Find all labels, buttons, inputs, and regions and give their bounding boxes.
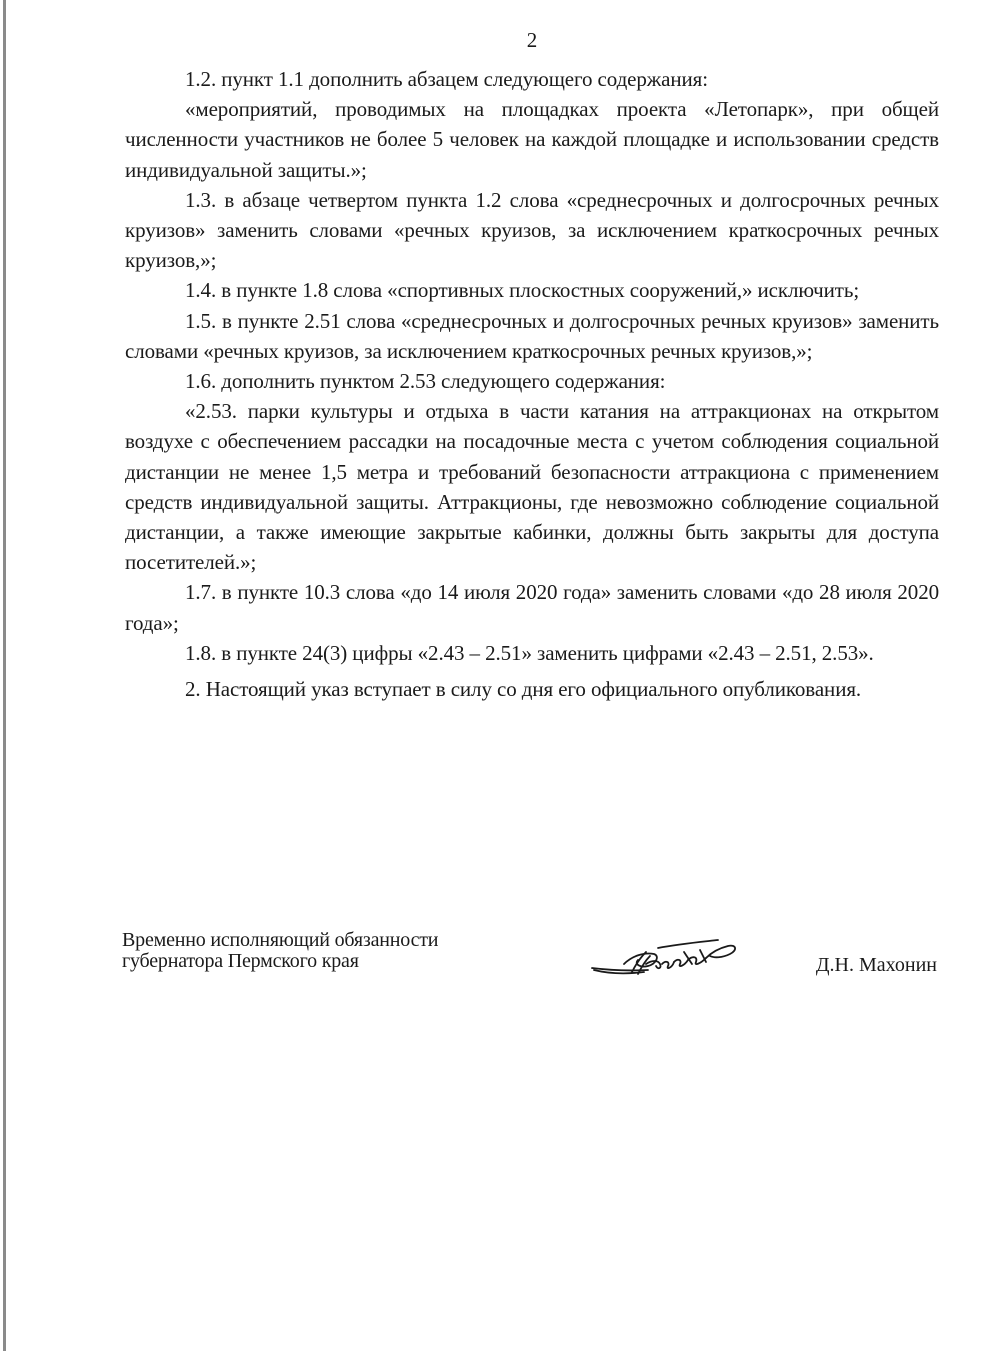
paragraph-1-3: 1.3. в абзаце четвертом пункта 1.2 слова «среднесрочных и долгосрочных речных круизов» заменить словами «речных круизов, за исключением краткосрочных речных круизов,»; bbox=[125, 187, 939, 273]
signatory-title-line-1: Временно исполняющий обязанности bbox=[122, 929, 439, 951]
page-edge-line bbox=[3, 0, 6, 1351]
paragraph-1-6: 1.6. дополнить пунктом 2.53 следующего содержания: bbox=[185, 369, 666, 394]
signature-block bbox=[122, 929, 939, 990]
signatory-title-line-2: губернатора Пермского края bbox=[122, 950, 359, 972]
paragraph-quote-2-53: «2.53. парки культуры и отдыха в части катания на аттракционах на открытом воздухе с обеспечением рассадки на посадочные места с учетом соблюдения социальной дистанции не менее 1,5 метра и требований безопасности аттракциона с применением средств индивидуальной защиты. Аттракционы, где невозможно соблюдение социальной дистанции, а также имеющие закрытые кабинки, должны быть закрыты для доступа посетителей.»; bbox=[125, 399, 939, 575]
paragraph-1-5: 1.5. в пункте 2.51 слова «среднесрочных и долгосрочных речных круизов» заменить словами «речных круизов, за исключением краткосрочных речных круизов,»; bbox=[125, 308, 939, 363]
signatory-title bbox=[122, 930, 438, 972]
paragraph-1-7: 1.7. в пункте 10.3 слова «до 14 июля 2020 года» заменить словами «до 28 июля 2020 года»; bbox=[125, 580, 939, 635]
paragraph-1-2: 1.2. пункт 1.1 дополнить абзацем следующего содержания: bbox=[185, 67, 708, 91]
paragraph-1-4: 1.4. в пункте 1.8 слова «спортивных плоскостных сооружений,» исключить; bbox=[185, 278, 860, 303]
paragraph-1-8: 1.8. в пункте 24(3) цифры «2.43 – 2.51» заменить цифрами «2.43 – 2.51, 2.53». bbox=[185, 640, 874, 665]
document-body bbox=[125, 64, 939, 704]
page-number: 2 bbox=[526, 28, 538, 52]
paragraph-2: 2. Настоящий указ вступает в силу со дня его официального опубликования. bbox=[185, 677, 862, 702]
paragraph-quote-letopark: «мероприятий, проводимых на площадках проекта «Летопарк», при общей численности участников не более 5 человек на каждой площадке и использовании средств индивидуальной защиты.»; bbox=[125, 97, 939, 182]
handwritten-signature-icon bbox=[588, 934, 768, 986]
signatory-name: Д.Н. Махонин bbox=[815, 954, 937, 976]
